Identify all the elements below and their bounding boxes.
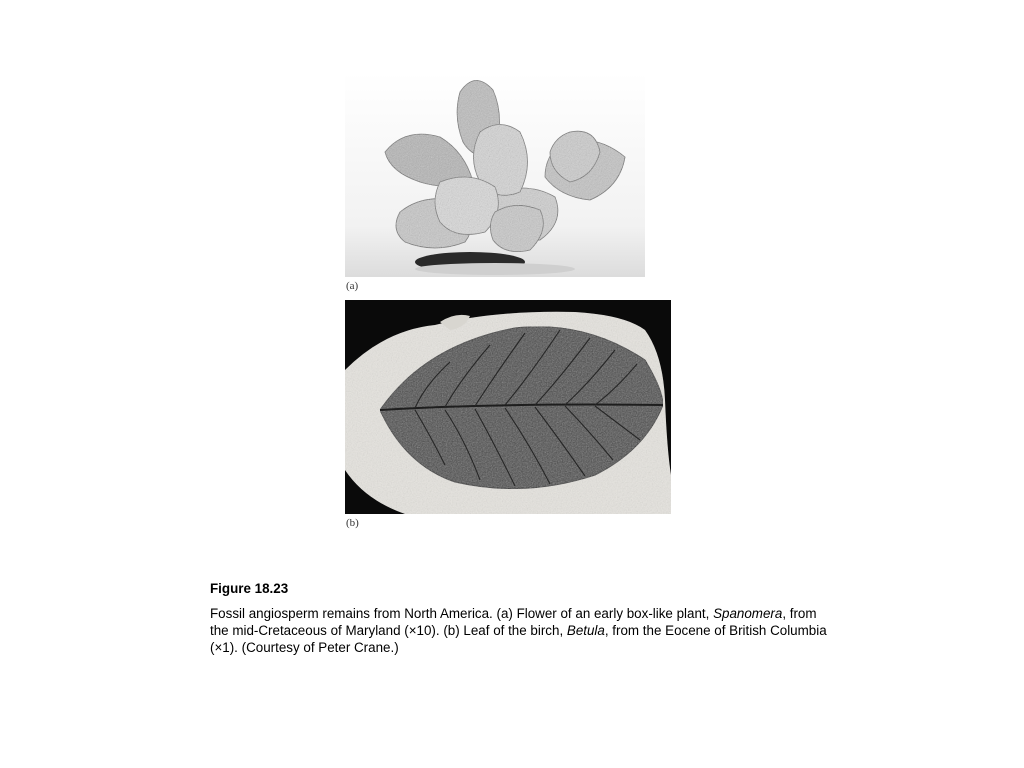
caption-part-2: , from the mid-Cretaceous of Maryland (×10). (b) Leaf of the birch,	[210, 606, 817, 638]
figure-caption	[210, 580, 830, 656]
genus-spanomera: Spanomera	[713, 606, 783, 621]
genus-betula: Betula	[566, 623, 605, 638]
fossil-leaf-image	[345, 300, 671, 514]
fossil-flower-image	[345, 72, 645, 277]
caption-part-1: Fossil angiosperm remains from North America. (a) Flower of an early box-like plant,	[210, 606, 714, 621]
panel-label-a: (a)	[346, 280, 359, 292]
caption-part-3: , from the Eocene of British Columbia (×1). (Courtesy of Peter Crane.)	[210, 623, 827, 655]
figure-title: Figure 18.23	[210, 581, 289, 596]
caption-text	[210, 605, 830, 656]
panel-label-b: (b)	[346, 517, 359, 529]
